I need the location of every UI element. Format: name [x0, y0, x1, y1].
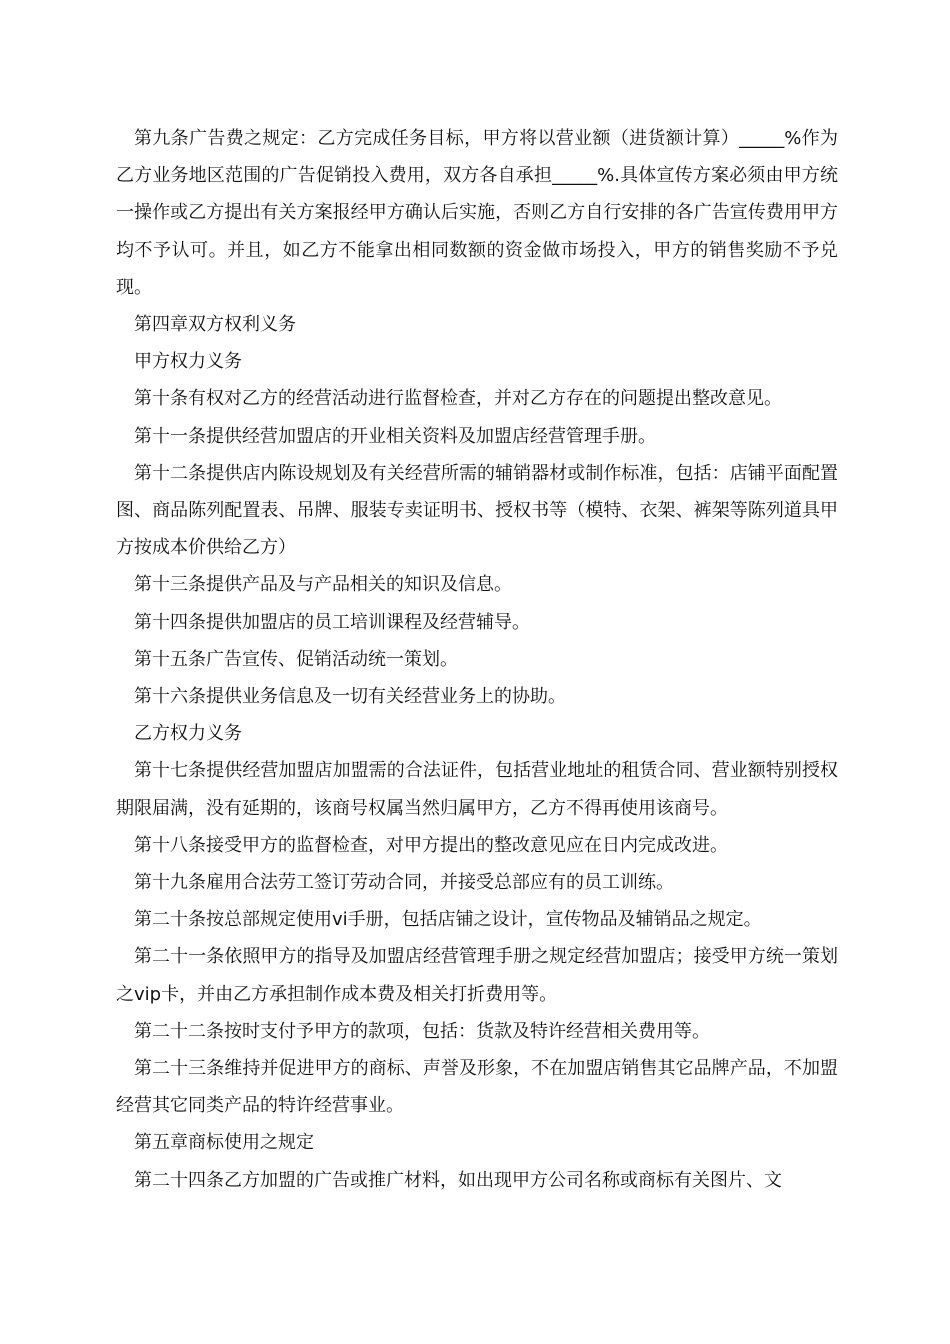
chapter-4-heading: 第四章双方权利义务	[134, 314, 296, 336]
paragraph-article-15: 第十五条广告宣传、促销活动统一策划。	[134, 648, 458, 670]
paragraph-article-13: 第十三条提供产品及与产品相关的知识及信息。	[134, 574, 512, 596]
paragraph-article-17: 第十七条提供经营加盟店加盟需的合法证件，包括营业地址的租赁合同、营业额特别授权期限届满，没有延期的，该商号权属当然归属甲方，乙方不得再使用该商号。	[116, 760, 838, 819]
paragraph-article-12: 第十二条提供店内陈设规划及有关经营所需的辅销器材或制作标准，包括：店铺平面配置图、商品陈列配置表、吊牌、服装专卖证明书、授权书等（模特、衣架、裤架等陈列道具甲方按成本价供给乙方）	[116, 462, 838, 559]
paragraph-article-9-advertising-fee: 第九条广告费之规定：乙方完成任务目标，甲方将以营业额（进货额计算）_____%作为乙方业务地区范围的广告促销投入费用，双方各自承担_____%.具体宣传方案必须由甲方统一操作或乙方提出有关方案报经甲方确认后实施，否则乙方自行安排的各广告宣传费用甲方均不予认可。并且，如乙方不能拿出相同数额的资金做市场投入，甲方的销售奖励不予兑现。	[116, 128, 838, 298]
paragraph-article-22: 第二十二条按时支付予甲方的款项，包括：货款及特许经营相关费用等。	[134, 1020, 710, 1042]
paragraph-article-19: 第十九条雇用合法劳工签订劳动合同，并接受总部应有的员工训练。	[134, 872, 674, 894]
paragraph-article-18: 第十八条接受甲方的监督检查，对甲方提出的整改意见应在日内完成改进。	[134, 834, 728, 856]
document-body	[116, 120, 838, 1199]
paragraph-article-10: 第十条有权对乙方的经营活动进行监督检查，并对乙方存在的问题提出整改意见。	[134, 388, 782, 410]
paragraph-article-20: 第二十条按总部规定使用vi手册，包括店铺之设计，宣传物品及辅销品之规定。	[134, 909, 762, 931]
paragraph-article-14: 第十四条提供加盟店的员工培训课程及经营辅导。	[134, 611, 530, 633]
chapter-5-heading: 第五章商标使用之规定	[134, 1132, 314, 1154]
paragraph-article-16: 第十六条提供业务信息及一切有关经营业务上的协助。	[134, 686, 566, 708]
party-a-rights-heading: 甲方权力义务	[134, 351, 242, 373]
paragraph-article-23: 第二十三条维持并促进甲方的商标、声誉及形象，不在加盟店销售其它品牌产品，不加盟经营其它同类产品的特许经营事业。	[116, 1058, 838, 1117]
paragraph-article-11: 第十一条提供经营加盟店的开业相关资料及加盟店经营管理手册。	[134, 425, 656, 447]
paragraph-article-21: 第二十一条依照甲方的指导及加盟店经营管理手册之规定经营加盟店；接受甲方统一策划之vip卡，并由乙方承担制作成本费及相关打折费用等。	[116, 946, 838, 1005]
party-b-rights-heading: 乙方权力义务	[134, 723, 242, 745]
paragraph-article-24: 第二十四条乙方加盟的广告或推广材料，如出现甲方公司名称或商标有关图片、文	[134, 1169, 782, 1191]
